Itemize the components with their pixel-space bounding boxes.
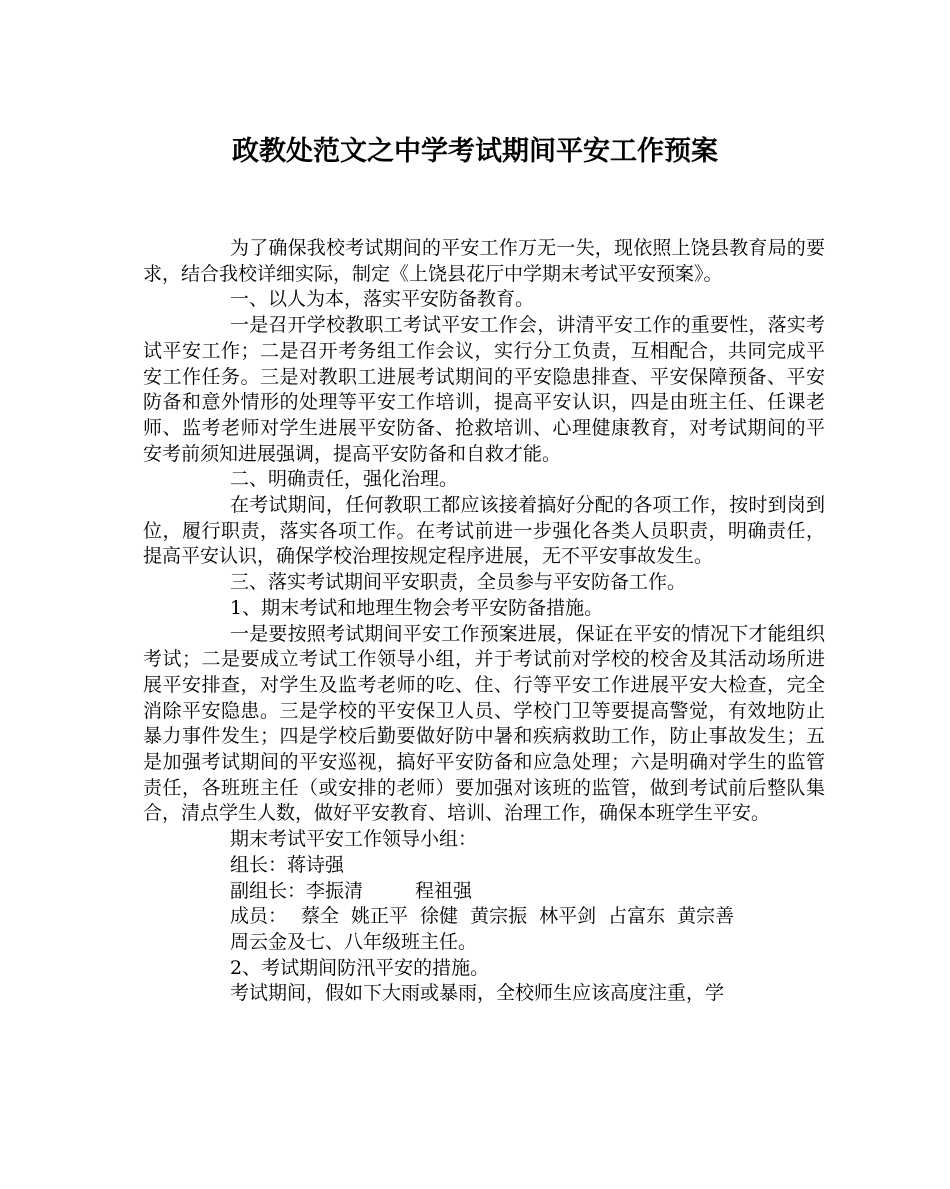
deputy-leader-2: 程祖强 <box>415 879 473 902</box>
section-2-paragraph: 在考试期间，任何教职工都应该接着搞好分配的各项工作，按时到岗到位，履行职责，落实各项工作。在考试前进一步强化各类人员职责，明确责任，提高平安认识，确保学校治理按规定程序进展，无不平安事故发生。 <box>143 494 825 568</box>
intro-paragraph: 为了确保我校考试期间的平安工作万无一失，现依照上饶县教育局的要求，结合我校详细实际，制定《上饶县花厅中学期末考试平安预案》。 <box>143 237 825 285</box>
subsection-1-paragraph: 一是要按照考试期间平安工作预案进展，保证在平安的情况下才能组织考试；二是要成立考试工作领导小组，并于考试前对学校的校舍及其活动场所进展平安排查，对学生及监考老师的吃、住、行等平安工作进展平安大检查，完全消除平安隐患。三是学校的平安保卫人员、学校门卫等要提高警觉，有效地防止暴力事件发生；四是学校后勤要做好防中暑和疾病救助工作，防止事故发生；五是加强考试期间的平安巡视，搞好平安防备和应急处理；六是明确对学生的监管责任，各班班主任（或安排的老师）要加强对该班的监管，做到考试前后整队集合，清点学生人数，做好平安教育、培训、治理工作，确保本班学生平安。 <box>143 622 825 825</box>
group-leader: 组长：蒋诗强 <box>230 853 345 876</box>
section-1-paragraph: 一是召开学校教职工考试平安工作会，讲清平安工作的重要性，落实考试平安工作；二是召开考务组工作会议，实行分工负责，互相配合，共同完成平安工作任务。三是对教职工进展考试期间的平安隐患排查、平安保障预备、平安防备和意外情形的处理等平安工作培训，提高平安认识，四是由班主任、任课老师、监考老师对学生进展平安防备、抢救培训、心理健康教育，对考试期间的平安考前须知进展强调，提高平安防备和自救才能。 <box>143 314 825 465</box>
group-deputies <box>143 879 825 905</box>
section-heading-2: 二、明确责任，强化治理。 <box>230 468 459 491</box>
member-name: 蔡全 <box>301 905 340 928</box>
group-heading: 期末考试平安工作领导小组： <box>230 828 478 851</box>
subsection-2-paragraph: 考试期间，假如下大雨或暴雨，全校师生应该高度注重，学 <box>230 982 725 1005</box>
member-name: 黄宗善 <box>677 905 735 928</box>
member-name: 黄宗振 <box>470 905 528 928</box>
subsection-heading-1: 1、期末考试和地理生物会考平安防备措施。 <box>230 596 604 619</box>
subsection-heading-2: 2、考试期间防汛平安的措施。 <box>230 956 490 979</box>
member-name: 占富东 <box>608 905 666 928</box>
deputy-leader-1: 副组长：李振清 <box>230 879 364 902</box>
document-body <box>143 236 825 1007</box>
group-members-continued: 周云金及七、八年级班主任。 <box>230 930 478 953</box>
group-members <box>143 904 825 930</box>
member-name: 徐健 <box>420 905 459 928</box>
section-heading-3: 三、落实考试期间平安职责，全员参与平安防备工作。 <box>230 571 687 594</box>
section-heading-1: 一、以人为本，落实平安防备教育。 <box>230 288 535 311</box>
member-name: 林平剑 <box>539 905 597 928</box>
document-title: 政教处范文之中学考试期间平安工作预案 <box>232 136 718 167</box>
member-name: 姚正平 <box>351 905 409 928</box>
members-label: 成员： <box>230 905 288 928</box>
